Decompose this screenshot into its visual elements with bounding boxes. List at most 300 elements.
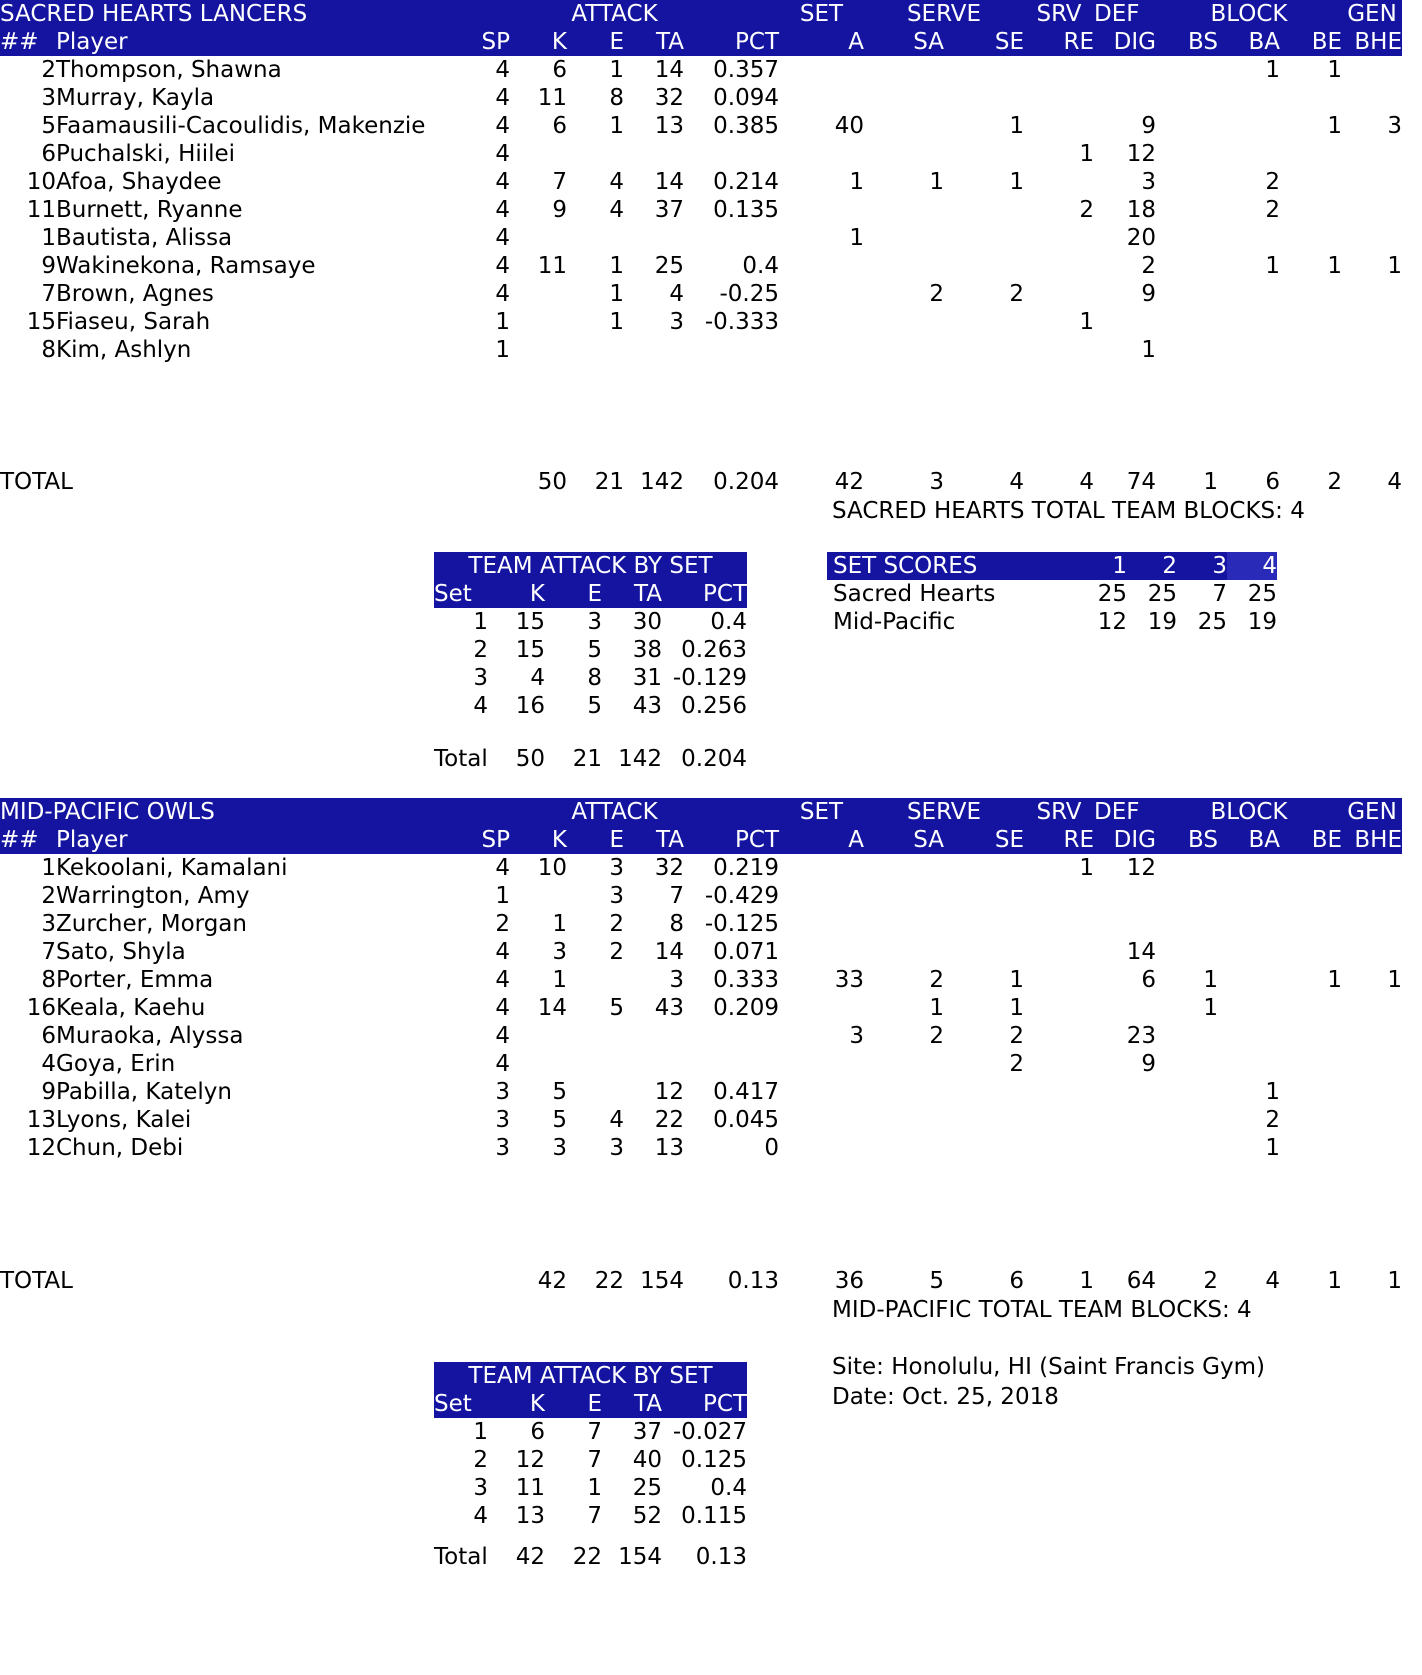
- stat-be: [1280, 882, 1342, 910]
- stat-bs: [1156, 280, 1218, 308]
- table-row: [0, 994, 1402, 1022]
- stat-bs: [1156, 1022, 1218, 1050]
- stat-be: 1: [1327, 253, 1342, 279]
- stat-pct: 0.4: [742, 253, 779, 279]
- stat-sa: [864, 854, 944, 882]
- stat-be: 1: [1327, 967, 1342, 993]
- team2-attack-by-set-rows: [434, 1418, 747, 1530]
- stat-bs: 1: [1203, 995, 1218, 1021]
- table-row: [0, 336, 1402, 364]
- table-row: [0, 224, 1402, 252]
- stat-sa: 1: [929, 169, 944, 195]
- player-name: Keala, Kaehu: [56, 995, 206, 1021]
- team1-total-ta: 142: [640, 469, 684, 495]
- stat-sp: 1: [495, 309, 510, 335]
- table-row: [0, 84, 1402, 112]
- set-stat-e: 5: [587, 637, 602, 663]
- stat-ta: 14: [654, 169, 684, 195]
- stat-sa: [864, 1106, 944, 1134]
- team2-attack-by-set-header-row: [434, 1390, 747, 1418]
- table-row: [0, 1022, 1402, 1050]
- stat-a: 1: [849, 169, 864, 195]
- stat-e: 4: [609, 169, 624, 195]
- stat-dig: [1094, 910, 1156, 938]
- stat-sp: 4: [495, 855, 510, 881]
- stat-dig: [1094, 882, 1156, 910]
- stat-bs: [1156, 882, 1218, 910]
- set-stat-ta: 25: [632, 1475, 662, 1501]
- player-name: Sato, Shyla: [56, 939, 186, 965]
- stat-bs: [1156, 112, 1218, 140]
- team1-attack-by-set-title: TEAM ATTACK BY SET: [434, 552, 747, 580]
- stat-ba: [1218, 336, 1280, 364]
- team2-total-se: 6: [1009, 1268, 1024, 1294]
- abs-col-k: K: [488, 580, 545, 608]
- stat-se: [944, 336, 1024, 364]
- stat-ta: 3: [669, 967, 684, 993]
- set-score-value: 7: [1212, 581, 1227, 607]
- stat-re: [1024, 1134, 1094, 1162]
- team2-abs-total-e: 22: [572, 1544, 602, 1570]
- set-scores-team-name: Mid-Pacific: [833, 609, 956, 635]
- table-row: [0, 168, 1402, 196]
- stat-k: [510, 1050, 567, 1078]
- stat-k: [510, 224, 567, 252]
- stat-be: [1280, 1022, 1342, 1050]
- stat-re: [1024, 336, 1094, 364]
- set-scores-col-3: 3: [1177, 552, 1227, 580]
- set-stat-pct: -0.027: [672, 1419, 747, 1445]
- stat-ba: [1218, 1022, 1280, 1050]
- set-stat-pct: 0.115: [681, 1503, 747, 1529]
- stat-re: [1024, 112, 1094, 140]
- stat-a: [779, 1134, 864, 1162]
- stat-bs: [1156, 854, 1218, 882]
- stat-bs: [1156, 196, 1218, 224]
- stat-ta: 12: [654, 1079, 684, 1105]
- col-bs: BS: [1156, 826, 1218, 854]
- team1-total-ba: 6: [1265, 469, 1280, 495]
- stat-ta: [624, 140, 684, 168]
- team1-column-header-row: [0, 28, 1402, 56]
- team1-abs-total-pct: 0.204: [681, 746, 747, 772]
- col-bhe: BHE: [1342, 28, 1402, 56]
- stat-se: [944, 308, 1024, 336]
- player-number: 9: [41, 1079, 56, 1105]
- group-gen: GEN: [1342, 0, 1402, 28]
- stat-k: 9: [552, 197, 567, 223]
- set-stat-k: 12: [515, 1447, 545, 1473]
- stat-re: [1024, 910, 1094, 938]
- stat-e: 1: [609, 253, 624, 279]
- stat-ba: [1218, 910, 1280, 938]
- stat-bhe: 1: [1387, 253, 1402, 279]
- stat-sp: 4: [495, 281, 510, 307]
- stat-re: 1: [1079, 141, 1094, 167]
- stat-a: [779, 336, 864, 364]
- set-scores-title: SET SCORES: [827, 552, 1077, 580]
- stat-ba: 1: [1265, 1079, 1280, 1105]
- stat-sp: 4: [495, 253, 510, 279]
- col-pct: PCT: [684, 28, 779, 56]
- team1-team-blocks-note: SACRED HEARTS TOTAL TEAM BLOCKS: 4: [832, 498, 1305, 524]
- player-number: 16: [26, 995, 56, 1021]
- stat-k: 5: [552, 1079, 567, 1105]
- set-stat-ta: 38: [632, 637, 662, 663]
- abs-col-ta: TA: [602, 1390, 662, 1418]
- team1-player-stats-table: [0, 0, 1402, 364]
- stat-pct: -0.333: [704, 309, 779, 335]
- table-row: [0, 1050, 1402, 1078]
- stat-dig: [1094, 1106, 1156, 1134]
- stat-sp: 4: [495, 169, 510, 195]
- col-no: ##: [0, 826, 56, 854]
- team1-group-header-row: [0, 0, 1402, 28]
- stat-bhe: [1342, 882, 1402, 910]
- stat-e: 1: [609, 57, 624, 83]
- stat-re: [1024, 224, 1094, 252]
- team1-total-sa: 3: [929, 469, 944, 495]
- stat-sa: [864, 84, 944, 112]
- col-no: ##: [0, 28, 56, 56]
- set-stat-ta: 52: [632, 1503, 662, 1529]
- stat-se: 2: [1009, 1023, 1024, 1049]
- stat-a: [779, 854, 864, 882]
- table-row: [0, 966, 1402, 994]
- stat-k: 6: [552, 57, 567, 83]
- group-attack: ATTACK: [450, 0, 779, 28]
- stat-dig: [1094, 1134, 1156, 1162]
- stat-sa: [864, 252, 944, 280]
- player-number: 5: [41, 113, 56, 139]
- player-name: Murray, Kayla: [56, 85, 215, 111]
- set-stat-k: 16: [515, 693, 545, 719]
- stat-e: 1: [609, 113, 624, 139]
- stat-bs: [1156, 56, 1218, 84]
- team2-attack-by-set-table: [434, 1362, 747, 1530]
- stat-se: [944, 854, 1024, 882]
- player-number: 3: [41, 85, 56, 111]
- stat-a: 1: [849, 225, 864, 251]
- player-name: Chun, Debi: [56, 1135, 184, 1161]
- stat-dig: 3: [1141, 169, 1156, 195]
- stat-dig: 23: [1126, 1023, 1156, 1049]
- stat-ba: [1218, 308, 1280, 336]
- stat-dig: 9: [1141, 113, 1156, 139]
- team2-attack-by-set-title: TEAM ATTACK BY SET: [434, 1362, 747, 1390]
- team2-player-rows: [0, 854, 1402, 1162]
- set-stat-set: 2: [473, 1447, 488, 1473]
- stat-re: [1024, 1078, 1094, 1106]
- group-set: SET: [779, 798, 864, 826]
- stat-dig: [1094, 56, 1156, 84]
- stat-pct: [684, 224, 779, 252]
- stat-sp: 4: [495, 141, 510, 167]
- stat-bs: [1156, 84, 1218, 112]
- team2-total-ta: 154: [640, 1268, 684, 1294]
- player-name: Afoa, Shaydee: [56, 169, 222, 195]
- stat-pct: 0.045: [713, 1107, 779, 1133]
- stat-a: [779, 308, 864, 336]
- stat-se: [944, 910, 1024, 938]
- team2-total-be: 1: [1327, 1268, 1342, 1294]
- table-row: [0, 910, 1402, 938]
- player-name: Zurcher, Morgan: [56, 911, 247, 937]
- stat-re: [1024, 252, 1094, 280]
- stat-bhe: [1342, 308, 1402, 336]
- stat-se: [944, 224, 1024, 252]
- team1-total-pct: 0.204: [713, 469, 779, 495]
- set-stat-pct: 0.263: [681, 637, 747, 663]
- stat-ba: 1: [1265, 253, 1280, 279]
- stat-e: 8: [609, 85, 624, 111]
- group-block: BLOCK: [1156, 798, 1342, 826]
- stat-k: 3: [552, 939, 567, 965]
- col-ba: BA: [1218, 826, 1280, 854]
- set-stat-pct: -0.129: [672, 665, 747, 691]
- stat-bs: [1156, 224, 1218, 252]
- team2-abs-total-label: Total: [434, 1544, 488, 1570]
- stat-be: [1280, 280, 1342, 308]
- stat-sp: 4: [495, 197, 510, 223]
- stat-sp: 4: [495, 967, 510, 993]
- stat-k: [510, 1022, 567, 1050]
- table-row: [434, 1418, 747, 1446]
- team2-total-bhe: 1: [1387, 1268, 1402, 1294]
- abs-col-e: E: [545, 1390, 602, 1418]
- team2-total-e: 22: [594, 1268, 624, 1294]
- stat-bs: [1156, 252, 1218, 280]
- stat-sa: [864, 882, 944, 910]
- stat-bs: [1156, 910, 1218, 938]
- player-number: 7: [41, 281, 56, 307]
- stat-se: [944, 140, 1024, 168]
- stat-sa: [864, 938, 944, 966]
- col-a: A: [779, 826, 864, 854]
- col-sp: SP: [450, 28, 510, 56]
- stat-sp: 3: [495, 1079, 510, 1105]
- stat-pct: 0: [764, 1135, 779, 1161]
- team2-total-row: [0, 1267, 1402, 1295]
- stat-sp: 4: [495, 57, 510, 83]
- stat-se: 1: [1009, 995, 1024, 1021]
- stat-se: [944, 1106, 1024, 1134]
- stat-be: [1280, 1106, 1342, 1134]
- stat-a: [779, 252, 864, 280]
- set-stat-e: 7: [587, 1447, 602, 1473]
- table-row: [0, 112, 1402, 140]
- stat-se: [944, 882, 1024, 910]
- stat-bhe: [1342, 336, 1402, 364]
- set-stat-ta: 30: [632, 609, 662, 635]
- set-stat-set: 3: [473, 1475, 488, 1501]
- player-number: 10: [26, 169, 56, 195]
- stat-e: 4: [609, 1107, 624, 1133]
- col-sa: SA: [864, 28, 944, 56]
- stat-k: 14: [537, 995, 567, 1021]
- stat-dig: 12: [1126, 141, 1156, 167]
- stat-sp: 4: [495, 939, 510, 965]
- col-dig: DIG: [1094, 826, 1156, 854]
- stat-a: [779, 1078, 864, 1106]
- team1-abs-total-k: 50: [515, 746, 545, 772]
- group-def: DEF: [1094, 0, 1156, 28]
- stat-dig: 1: [1141, 337, 1156, 363]
- stat-sa: [864, 56, 944, 84]
- col-dig: DIG: [1094, 28, 1156, 56]
- set-stat-set: 3: [473, 665, 488, 691]
- team1-attack-by-set-rows: [434, 608, 747, 720]
- set-stat-set: 1: [473, 609, 488, 635]
- match-site: Site: Honolulu, HI (Saint Francis Gym): [832, 1354, 1265, 1380]
- set-scores-col-1: 1: [1077, 552, 1127, 580]
- stat-k: [510, 140, 567, 168]
- set-stat-pct: 0.4: [710, 609, 747, 635]
- set-scores-table: [827, 552, 1277, 636]
- group-gen: GEN: [1342, 798, 1402, 826]
- team1-attack-by-set-total-row: [434, 745, 747, 773]
- stat-ta: 14: [654, 57, 684, 83]
- set-stat-k: 11: [515, 1475, 545, 1501]
- set-score-value: 19: [1147, 609, 1177, 635]
- stat-re: 1: [1079, 309, 1094, 335]
- stat-sa: 2: [929, 281, 944, 307]
- stat-dig: 6: [1141, 967, 1156, 993]
- player-number: 2: [41, 883, 56, 909]
- stat-re: [1024, 938, 1094, 966]
- player-number: 7: [41, 939, 56, 965]
- stat-pct: 0.333: [713, 967, 779, 993]
- team2-column-header-row: [0, 826, 1402, 854]
- stat-e: [567, 336, 624, 364]
- table-row: [827, 580, 1277, 608]
- stat-be: [1280, 1050, 1342, 1078]
- stat-ba: [1218, 966, 1280, 994]
- stat-sa: [864, 196, 944, 224]
- team1-attack-by-set-header-row: [434, 580, 747, 608]
- team2-total-dig: 64: [1126, 1268, 1156, 1294]
- col-bhe: BHE: [1342, 826, 1402, 854]
- col-ba: BA: [1218, 28, 1280, 56]
- stat-se: [944, 252, 1024, 280]
- stat-e: 2: [609, 939, 624, 965]
- stat-re: [1024, 882, 1094, 910]
- set-scores-rows: [827, 580, 1277, 636]
- stat-e: [567, 1078, 624, 1106]
- team2-team-blocks-note: MID-PACIFIC TOTAL TEAM BLOCKS: 4: [832, 1297, 1252, 1323]
- stat-a: [779, 1106, 864, 1134]
- set-stat-ta: 40: [632, 1447, 662, 1473]
- stat-ta: 22: [654, 1107, 684, 1133]
- table-row: [434, 1446, 747, 1474]
- stat-se: [944, 1078, 1024, 1106]
- stat-sp: 3: [495, 1107, 510, 1133]
- player-number: 11: [26, 197, 56, 223]
- stat-bhe: [1342, 280, 1402, 308]
- stat-dig: 18: [1126, 197, 1156, 223]
- stat-se: 2: [1009, 1051, 1024, 1077]
- set-scores-header-row: [827, 552, 1277, 580]
- stat-dig: [1094, 994, 1156, 1022]
- col-sa: SA: [864, 826, 944, 854]
- stat-dig: 12: [1126, 855, 1156, 881]
- stat-re: [1024, 84, 1094, 112]
- group-serve: SERVE: [864, 798, 1024, 826]
- team2-total-ba: 4: [1265, 1268, 1280, 1294]
- stat-ba: 2: [1265, 197, 1280, 223]
- col-be: BE: [1280, 28, 1342, 56]
- stat-k: 11: [537, 85, 567, 111]
- set-stat-set: 4: [473, 693, 488, 719]
- team1-title: SACRED HEARTS LANCERS: [0, 0, 450, 28]
- stat-ba: 1: [1265, 1135, 1280, 1161]
- set-stat-e: 1: [587, 1475, 602, 1501]
- set-stat-e: 7: [587, 1419, 602, 1445]
- stat-e: 1: [609, 309, 624, 335]
- stat-ta: [624, 224, 684, 252]
- stat-bhe: [1342, 56, 1402, 84]
- team2-attack-by-set-title-row: [434, 1362, 747, 1390]
- team1-total-bs: 1: [1203, 469, 1218, 495]
- stat-a: [779, 196, 864, 224]
- set-stat-e: 7: [587, 1503, 602, 1529]
- stat-se: [944, 1134, 1024, 1162]
- stat-ta: 13: [654, 1135, 684, 1161]
- stat-be: [1280, 1078, 1342, 1106]
- col-sp: SP: [450, 826, 510, 854]
- stat-bhe: [1342, 196, 1402, 224]
- stat-sa: [864, 1078, 944, 1106]
- stat-bs: [1156, 1078, 1218, 1106]
- team2-total-pct: 0.13: [727, 1268, 779, 1294]
- stat-bhe: [1342, 1134, 1402, 1162]
- stat-pct: 0.135: [713, 197, 779, 223]
- stat-pct: 0.094: [713, 85, 779, 111]
- table-row: [0, 1078, 1402, 1106]
- col-se: SE: [944, 826, 1024, 854]
- stat-a: 33: [834, 967, 864, 993]
- player-number: 8: [41, 967, 56, 993]
- table-row: [0, 854, 1402, 882]
- table-row: [434, 1502, 747, 1530]
- stat-pct: 0.219: [713, 855, 779, 881]
- stat-ta: 43: [654, 995, 684, 1021]
- stat-k: 3: [552, 1135, 567, 1161]
- table-row: [434, 664, 747, 692]
- stat-pct: 0.071: [713, 939, 779, 965]
- stat-k: [510, 336, 567, 364]
- player-name: Goya, Erin: [56, 1051, 176, 1077]
- stat-bhe: [1342, 224, 1402, 252]
- set-score-value: 25: [1197, 609, 1227, 635]
- team1-attack-by-set-table: [434, 552, 747, 720]
- stat-se: [944, 196, 1024, 224]
- stat-pct: -0.429: [704, 883, 779, 909]
- abs-col-pct: PCT: [662, 1390, 747, 1418]
- team1-total-e: 21: [594, 469, 624, 495]
- abs-col-k: K: [488, 1390, 545, 1418]
- stat-ta: [624, 1050, 684, 1078]
- stat-ta: 7: [669, 883, 684, 909]
- table-row: [434, 608, 747, 636]
- col-k: K: [510, 28, 567, 56]
- set-stat-ta: 43: [632, 693, 662, 719]
- stat-bs: [1156, 1050, 1218, 1078]
- stat-pct: [684, 1022, 779, 1050]
- player-number: 9: [41, 253, 56, 279]
- table-row: [0, 882, 1402, 910]
- table-row: [434, 1474, 747, 1502]
